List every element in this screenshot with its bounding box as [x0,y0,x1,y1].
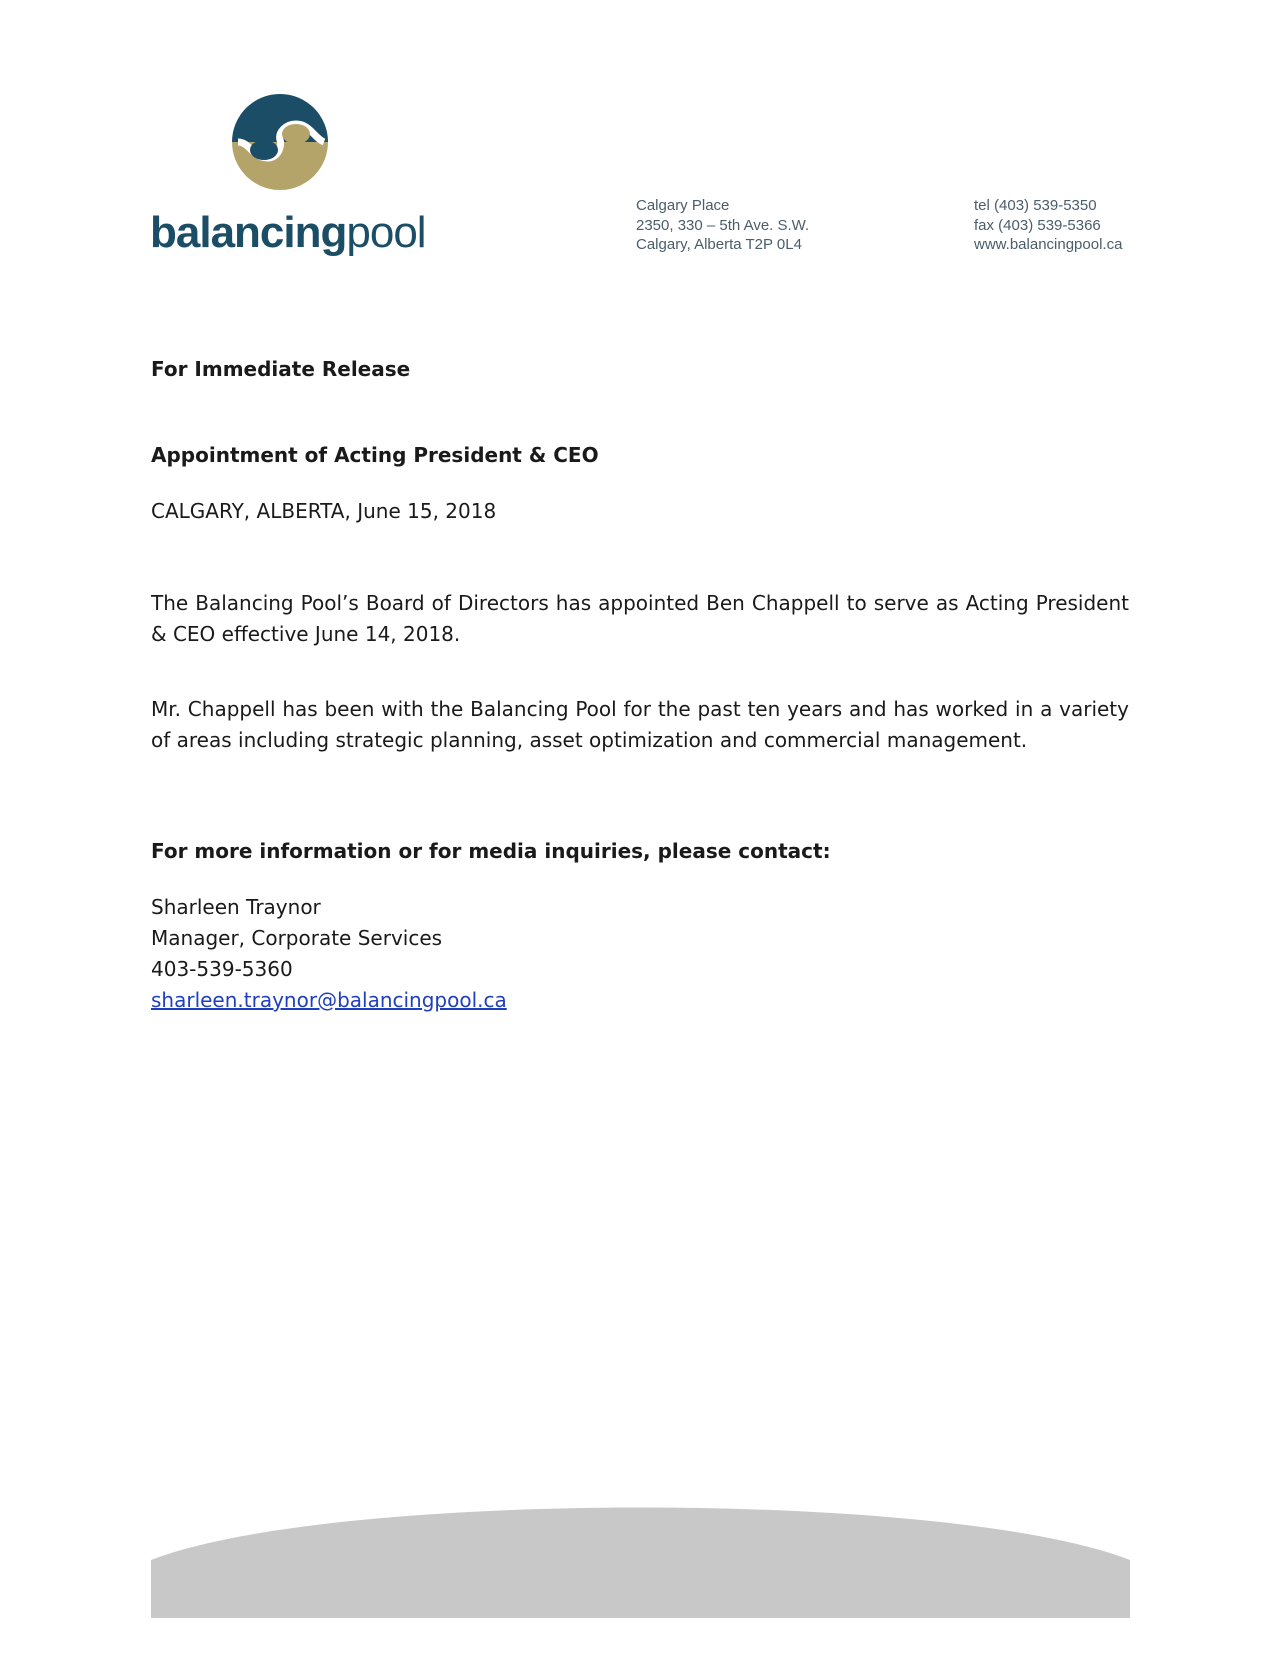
header-address [636,196,809,255]
footer-arc-decoration [151,1500,1130,1618]
contact-name: Sharleen Traynor [151,895,321,919]
contact-phone: 403-539-5360 [151,957,293,981]
logo-wordmark [150,208,426,258]
paragraph-background: Mr. Chappell has been with the Balancing Pool for the past ten years and has worked in a variety of areas including strategic planning, asset optimization and commercial management. [151,697,1129,752]
contact-email-link[interactable]: sharleen.traynor@balancingpool.ca [151,988,507,1012]
contact-role: Manager, Corporate Services [151,926,443,950]
release-label: For Immediate Release [151,357,411,381]
header-tel: tel (403) 539-5350 [974,197,1097,214]
dateline: CALGARY, ALBERTA, June 15, 2018 [151,499,497,523]
logo-word-light: pool [346,208,426,257]
address-line-1: Calgary Place [636,197,730,214]
balancing-pool-logo-icon [230,92,330,192]
address-line-2: 2350, 330 – 5th Ave. S.W. [636,216,810,234]
release-title: Appointment of Acting President & CEO [151,443,599,467]
contact-details [151,892,1129,1016]
address-line-3: Calgary, Alberta T2P 0L4 [636,236,802,253]
paragraph-appointment: The Balancing Pool’s Board of Directors has appointed Ben Chappell to serve as Acting President & CEO effective June 14, 2018. [151,591,1129,646]
header-fax: fax (403) 539-5366 [974,216,1101,234]
header-contact [974,196,1122,255]
logo-word-bold: balancing [150,208,347,257]
media-inquiries-heading: For more information or for media inquiries, please contact: [151,839,831,863]
header-website[interactable]: www.balancingpool.ca [974,236,1123,253]
